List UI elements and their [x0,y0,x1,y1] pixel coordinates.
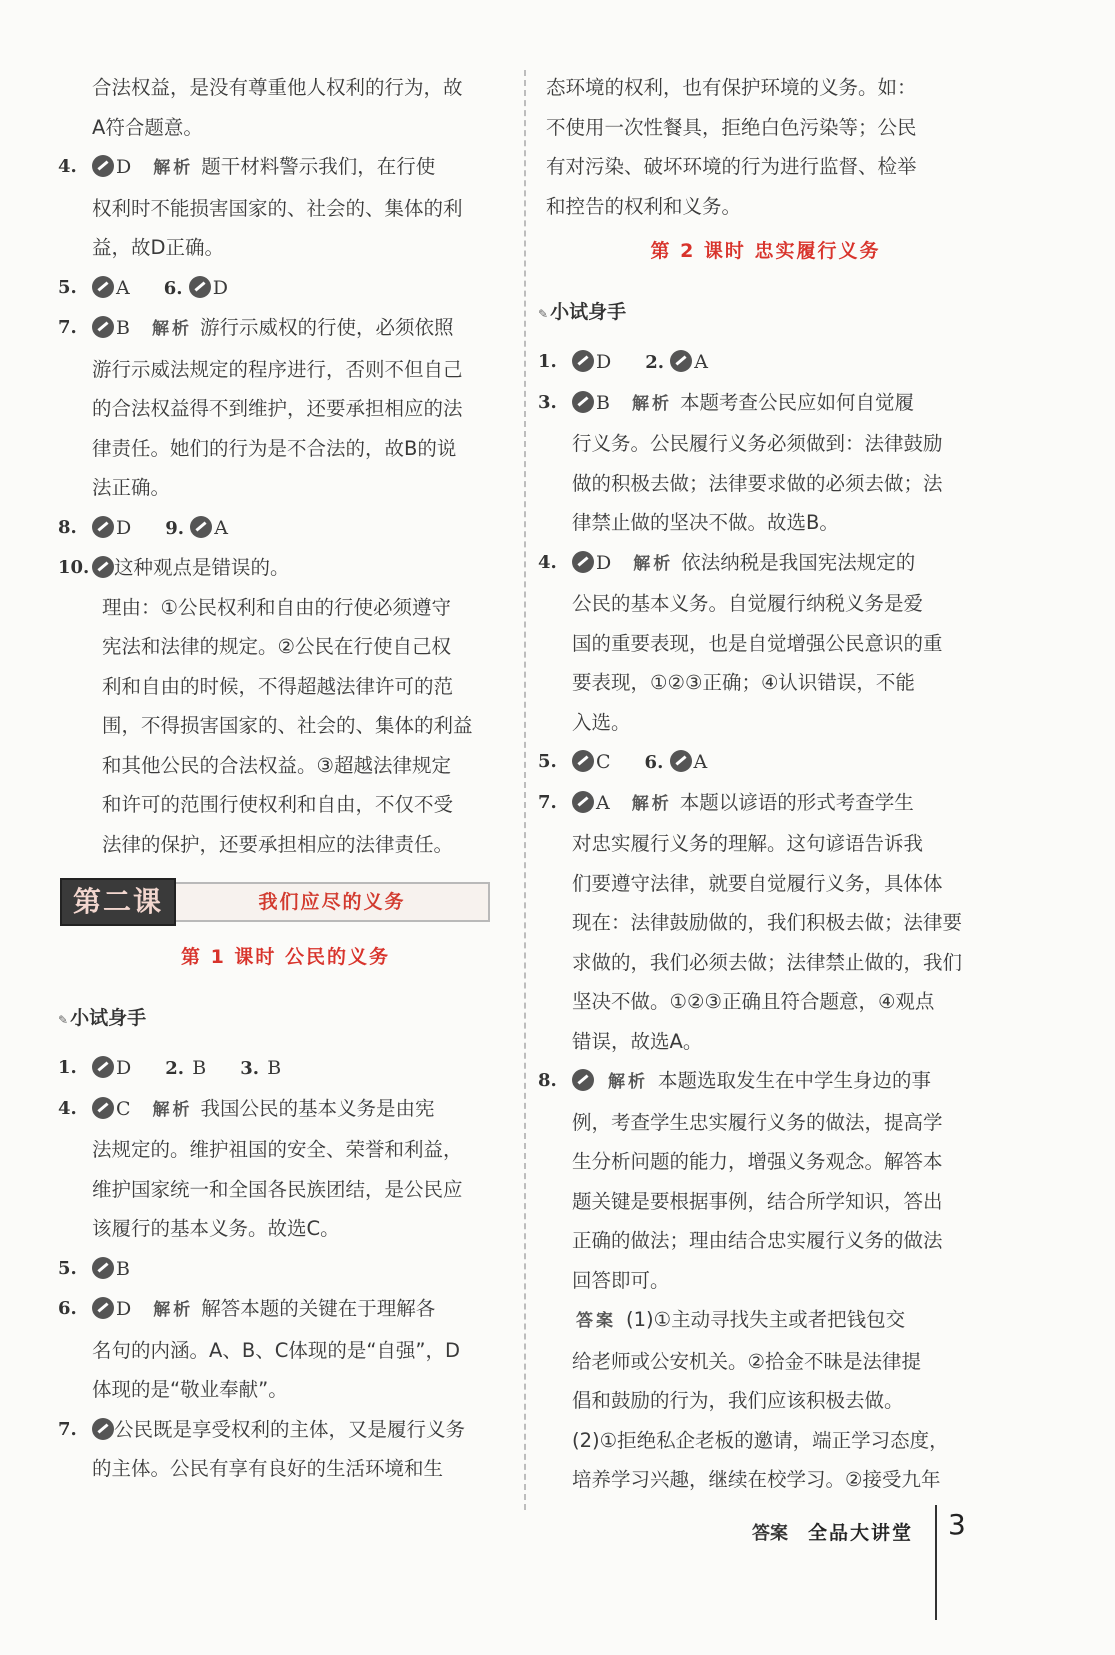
answer-line: 益，故D正确。 [92,236,225,259]
key-icon [92,1297,114,1319]
key-icon [572,791,594,813]
answer-line: 该履行的基本义务。故选C。 [92,1217,340,1240]
question-4: 4. D 解析 题干材料警示我们，在行使 [58,155,436,178]
answer-line: 入选。 [572,710,631,734]
intro-line: 态环境的权利，也有保护环境的义务。如： [546,76,917,99]
question-r5-r6: 5. C 6. A [538,751,708,773]
key-icon [572,350,594,372]
key-icon [92,316,114,338]
answer-line: 做的积极去做；法律要求做的必须去做；法 [572,471,943,495]
question-r3: 3. B 解析 本题考查公民应如何自觉履 [538,390,914,414]
key-icon [189,276,211,298]
answer-line: 答案 (1)①主动寻找失主或者把钱包交 [576,1308,906,1331]
answer-line: 回答即可。 [572,1268,670,1292]
key-icon [670,750,692,772]
analysis-tag: 解析 [151,319,192,339]
key-icon [572,391,594,413]
key-icon [92,1056,114,1078]
answer-line: 错误，故选A。 [572,1029,703,1053]
answer-line: 给老师或公安机关。②拾金不昧是法律提 [572,1349,921,1373]
analysis-tag: 解析 [631,793,672,814]
class-title: 第 1 课时 公民的义务 [180,946,391,968]
question-s6: 6. D 解析 解答本题的关键在于理解各 [58,1297,436,1320]
answer-line: 名句的内涵。A、B、C体现的是“自强”，D [92,1338,461,1362]
answer-line: 利和自由的时候，不得超越法律许可的范 [102,674,454,698]
answer-line: 倡和鼓励的行为，我们应该积极去做。 [572,1389,904,1412]
question-10: 10. 这种观点是错误的。 [58,556,290,579]
answer-line: 求做的，我们必须去做；法律禁止做的，我们 [572,950,963,974]
intro-line: 合法权益，是没有尊重他人权利的行为，故 [92,76,463,99]
key-icon [92,1257,114,1279]
footer-rule [935,1505,937,1620]
question-s4: 4. C 解析 我国公民的基本义务是由宪 [58,1096,435,1120]
answer-line: 围，不得损害国家的、社会的、集体的利益 [102,714,473,737]
answer-line: 游行示威法规定的程序进行，否则不但自己 [92,357,463,381]
answer-line: 们要遵守法律，就要自觉履行义务，具体体 [572,871,943,895]
answer-line: 要表现，①②③正确；④认识错误，不能 [572,671,915,694]
answer-line: 理由：①公民权利和自由的行使必须遵守 [102,595,451,619]
answer-line: 体现的是“敬业奉献”。 [92,1378,288,1401]
question-7: 7. B 解析 游行示威权的行使，必须依照 [58,316,454,339]
answer-line: 例，考查学生忠实履行义务的做法，提高学 [572,1110,943,1134]
intro-line: 有对污染、破坏环境的行为进行监督、检举 [546,155,917,178]
lesson-badge: 第二课 [60,878,176,926]
column-divider [524,70,526,1510]
key-icon [572,551,594,573]
answer-line: 现在：法律鼓励做的，我们积极去做；法律要 [572,911,963,934]
section-heading: ✎ 小试身手 [58,1007,147,1029]
intro-line: A符合题意。 [92,115,203,139]
answer-line: 权利时不能损害国家的、社会的、集体的利 [92,196,463,220]
analysis-tag: 解析 [153,1300,194,1320]
answer-line: 法律的保护，还要承担相应的法律责任。 [102,832,454,856]
footer-brand: 全品大讲堂 [808,1522,914,1544]
key-icon [572,1069,594,1091]
answer-line: 公民的基本义务。自觉履行纳税义务是爱 [572,592,924,615]
key-icon [92,1418,114,1440]
answer-line: 和其他公民的合法权益。③超越法律规定 [102,753,451,777]
answer-line: 国的重要表现，也是自觉增强公民意识的重 [572,631,943,655]
key-icon [92,155,114,177]
question-5-6: 5. A 6. D [58,276,228,299]
footer-label: 答案 [752,1522,788,1544]
key-icon [92,276,114,298]
right-column [538,68,993,1500]
intro-line: 和控告的权利和义务。 [546,194,742,218]
lesson-header [60,878,513,926]
analysis-tag: 解析 [152,1099,193,1120]
question-8-9: 8. D 9. A [58,516,228,539]
key-icon [572,750,594,772]
key-icon [190,516,212,538]
page-footer [752,1518,913,1545]
answer-line: 和许可的范围行使权利和自由，不仅不受 [102,793,454,816]
intro-line: 不使用一次性餐具，拒绝白色污染等；公民 [546,115,917,139]
answer-line: 培养学习兴趣，继续在校学习。②接受九年 [572,1468,941,1491]
answer-line: 对忠实履行义务的理解。这句谚语告诉我 [572,832,924,855]
class-title: 第 2 课时 忠实履行义务 [650,240,881,262]
lesson-title: 我们应尽的义务 [176,882,490,922]
answer-line: 维护国家统一和全国各民族团结，是公民应 [92,1177,463,1201]
answer-line: 题关键是要根据事例，结合所学知识，答出 [572,1189,943,1213]
analysis-tag: 解析 [153,158,194,178]
answer-line: 律禁止做的坚决不做。故选B。 [572,511,839,534]
answer-line: 的主体。公民有享有良好的生活环境和生 [92,1457,444,1480]
key-icon [92,556,114,578]
key-icon [92,1097,114,1119]
analysis-tag: 解析 [633,553,674,574]
analysis-tag: 解析 [631,393,672,414]
page-number: 3 [948,1508,966,1541]
question-1-2-3: 1. D 2. B 3. B [58,1057,282,1079]
answer-line: 正确的做法；理由结合忠实履行义务的做法 [572,1229,943,1252]
question-s5: 5. B [58,1257,130,1280]
answer-line: 坚决不做。①②③正确且符合题意，④观点 [572,990,935,1013]
analysis-tag: 解析 [608,1072,648,1092]
pen-icon: ✎ [58,1013,69,1027]
pen-icon: ✎ [538,307,549,321]
question-r4: 4. D 解析 依法纳税是我国宪法规定的 [538,550,916,574]
section-heading: ✎ 小试身手 [538,301,627,323]
left-column [58,68,513,1489]
answer-line: 法规定的。维护祖国的安全、荣誉和利益， [92,1138,463,1161]
answer-line: 行义务。公民履行义务必须做到：法律鼓励 [572,432,943,455]
question-r8: 8. 解析 本题选取发生在中学生身边的事 [538,1069,932,1092]
key-icon [92,516,114,538]
question-r7: 7. A 解析 本题以谚语的形式考查学生 [538,790,914,814]
question-r1-r2: 1. D 2. A [538,351,708,373]
answer-line: 生分析问题的能力，增强义务观念。解答本 [572,1150,943,1173]
answer-line: (2)①拒绝私企老板的邀请，端正学习态度， [572,1428,949,1452]
answer-line: 宪法和法律的规定。②公民在行使自己权 [102,635,451,658]
answer-line: 的合法权益得不到维护，还要承担相应的法 [92,397,463,420]
answer-line: 律责任。她们的行为是不合法的，故B的说 [92,436,457,460]
key-icon [670,350,692,372]
answer-tag: 答案 [576,1311,616,1331]
answer-line: 法正确。 [92,476,171,499]
question-s7: 7. 公民既是享受权利的主体，又是履行义务 [58,1417,466,1441]
